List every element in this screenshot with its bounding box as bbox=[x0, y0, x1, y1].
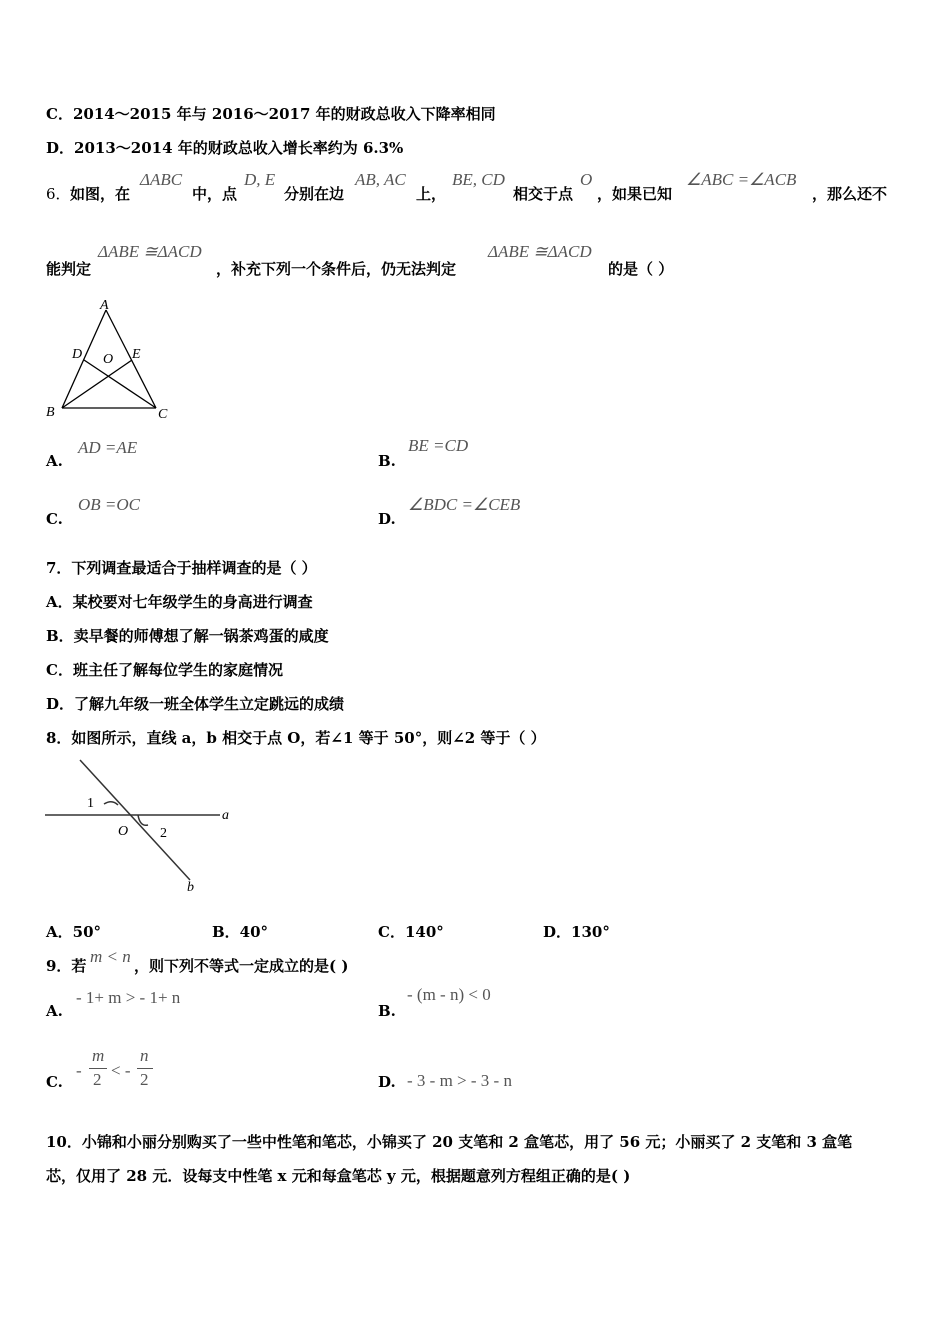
q10-stem-line1: 10．小锦和小丽分别购买了一些中性笔和笔芯，小锦买了 20 支笔和 2 盒笔芯，用了 56 元；小丽买了 2 支笔和 3 盒笔 bbox=[46, 1133, 853, 1151]
q8-option-a: A．50° bbox=[46, 923, 102, 941]
fig-label-d: D bbox=[72, 347, 83, 362]
q6-option-c: OB =OC bbox=[78, 495, 140, 514]
q6-option-a-label: A. bbox=[46, 452, 63, 470]
fig-label-1: 1 bbox=[87, 796, 94, 811]
fig-label-o: O bbox=[118, 824, 129, 839]
q9-condition: m < n bbox=[90, 947, 131, 966]
q8-lines-figure bbox=[40, 755, 240, 895]
q6-triangle-figure bbox=[40, 298, 180, 423]
q9-option-b: - (m - n) < 0 bbox=[407, 985, 491, 1004]
fig-label-e: E bbox=[132, 347, 141, 362]
q8-option-b: B．40° bbox=[212, 923, 269, 941]
fig-label-b: B bbox=[46, 405, 55, 420]
fig-label-c: C bbox=[158, 407, 168, 422]
q9-option-a-label: A. bbox=[46, 1002, 63, 1020]
q8-stem: 8．如图所示，直线 a，b 相交于点 O，若∠1 等于 50°，则∠2 等于（ ） bbox=[46, 729, 546, 747]
q7-option-b: B．卖早餐的师傅想了解一锅茶鸡蛋的咸度 bbox=[46, 627, 329, 645]
q5-option-d: D．2013～2014 年的财政总收入增长率约为 6.3% bbox=[46, 139, 404, 157]
q9-option-b-label: B. bbox=[378, 1002, 396, 1020]
q9-num: 9．若 bbox=[46, 957, 87, 975]
q7-stem: 7．下列调查最适合于抽样调查的是（ ） bbox=[46, 559, 317, 577]
q8-option-c: C．140° bbox=[378, 923, 444, 941]
fig-label-a: a bbox=[222, 808, 229, 823]
q9-stem: ，则下列不等式一定成立的是( ) bbox=[134, 957, 349, 975]
q10-stem-line2: 芯，仅用了 28 元．设每支中性笔 x 元和每盒笔芯 y 元，根据题意列方程组正确的是( ) bbox=[46, 1167, 631, 1185]
q9-option-a: - 1+ m > - 1+ n bbox=[76, 988, 181, 1007]
q7-option-c: C．班主任了解每位学生的家庭情况 bbox=[46, 661, 283, 679]
q9-option-c-label: C. bbox=[46, 1073, 63, 1091]
q6-option-d-label: D. bbox=[378, 510, 396, 528]
q7-option-a: A．某校要对七年级学生的身高进行调查 bbox=[46, 593, 313, 611]
q8-option-d: D．130° bbox=[543, 923, 610, 941]
q6-option-b: BE =CD bbox=[408, 436, 469, 455]
q5-option-c: C．2014～2015 年与 2016～2017 年的财政总收入下降率相同 bbox=[46, 105, 496, 123]
fig-label-2: 2 bbox=[160, 826, 167, 841]
q6-option-b-label: B. bbox=[378, 452, 396, 470]
exam-page: C．2014～2015 年与 2016～2017 年的财政总收入下降率相同 D．2013～2014 年的财政总收入增长率约为 6.3% 6． 如图，在 ΔABC 中，点 D, E 分别在边 AB, AC 上， BE, CD 相交于点 O ，如果已知 ∠ABC =∠ACB ，那么还不 能判定 ΔABE ≅ΔACD ，补充下列一个条件后，仍无法判定 ΔABE ≅ΔACD 的是（ ） A D O E B C A. AD =AE B. BE =CD C. OB =OC D. ∠BDC =∠CEB 7．下列调查最适合于抽样调查的是（ ） A．某校要对七年级学生的身高进行调查 B．卖早餐的师傅想了解一锅茶鸡蛋的咸度 C．班主任了解每位学生的家庭情况 D．了解九年级一班全体学生立定跳远的成绩 8．如图所示，直线 a，b 相交于点 O，若∠1 等于 50°，则∠2 等于（ ） 1 O 2 a b A．50° B．40° C．140° D．130° 9．若 m < n ，则下列不等式一定成立的是( ) A. - 1+ m > - 1+ n B. - (m - n) < 0 C. - m 2 < - n 2 D. - 3 - m > - 3 - n 10．小锦和小丽分别购买了一些中性笔和笔芯，小锦买了 20 支笔和 2 盒笔芯，用了 56 元；小丽买了 2 支笔和 3 盒笔 芯，仅用了 28 元．设每支中性笔 x 元和每盒笔芯 y 元，根据题意列方程组正确的是( ) bbox=[0, 0, 950, 1344]
q6-option-d: ∠BDC =∠CEB bbox=[408, 495, 521, 514]
q6-option-a: AD =AE bbox=[78, 438, 138, 457]
fig-label-o: O bbox=[103, 352, 114, 367]
q9-option-d-label: D. bbox=[378, 1073, 396, 1091]
fig-label-b: b bbox=[187, 880, 194, 895]
fig-label-a: A bbox=[100, 298, 109, 313]
q7-option-d: D．了解九年级一班全体学生立定跳远的成绩 bbox=[46, 695, 345, 713]
q6-option-c-label: C. bbox=[46, 510, 63, 528]
q9-option-d: - 3 - m > - 3 - n bbox=[407, 1071, 512, 1090]
